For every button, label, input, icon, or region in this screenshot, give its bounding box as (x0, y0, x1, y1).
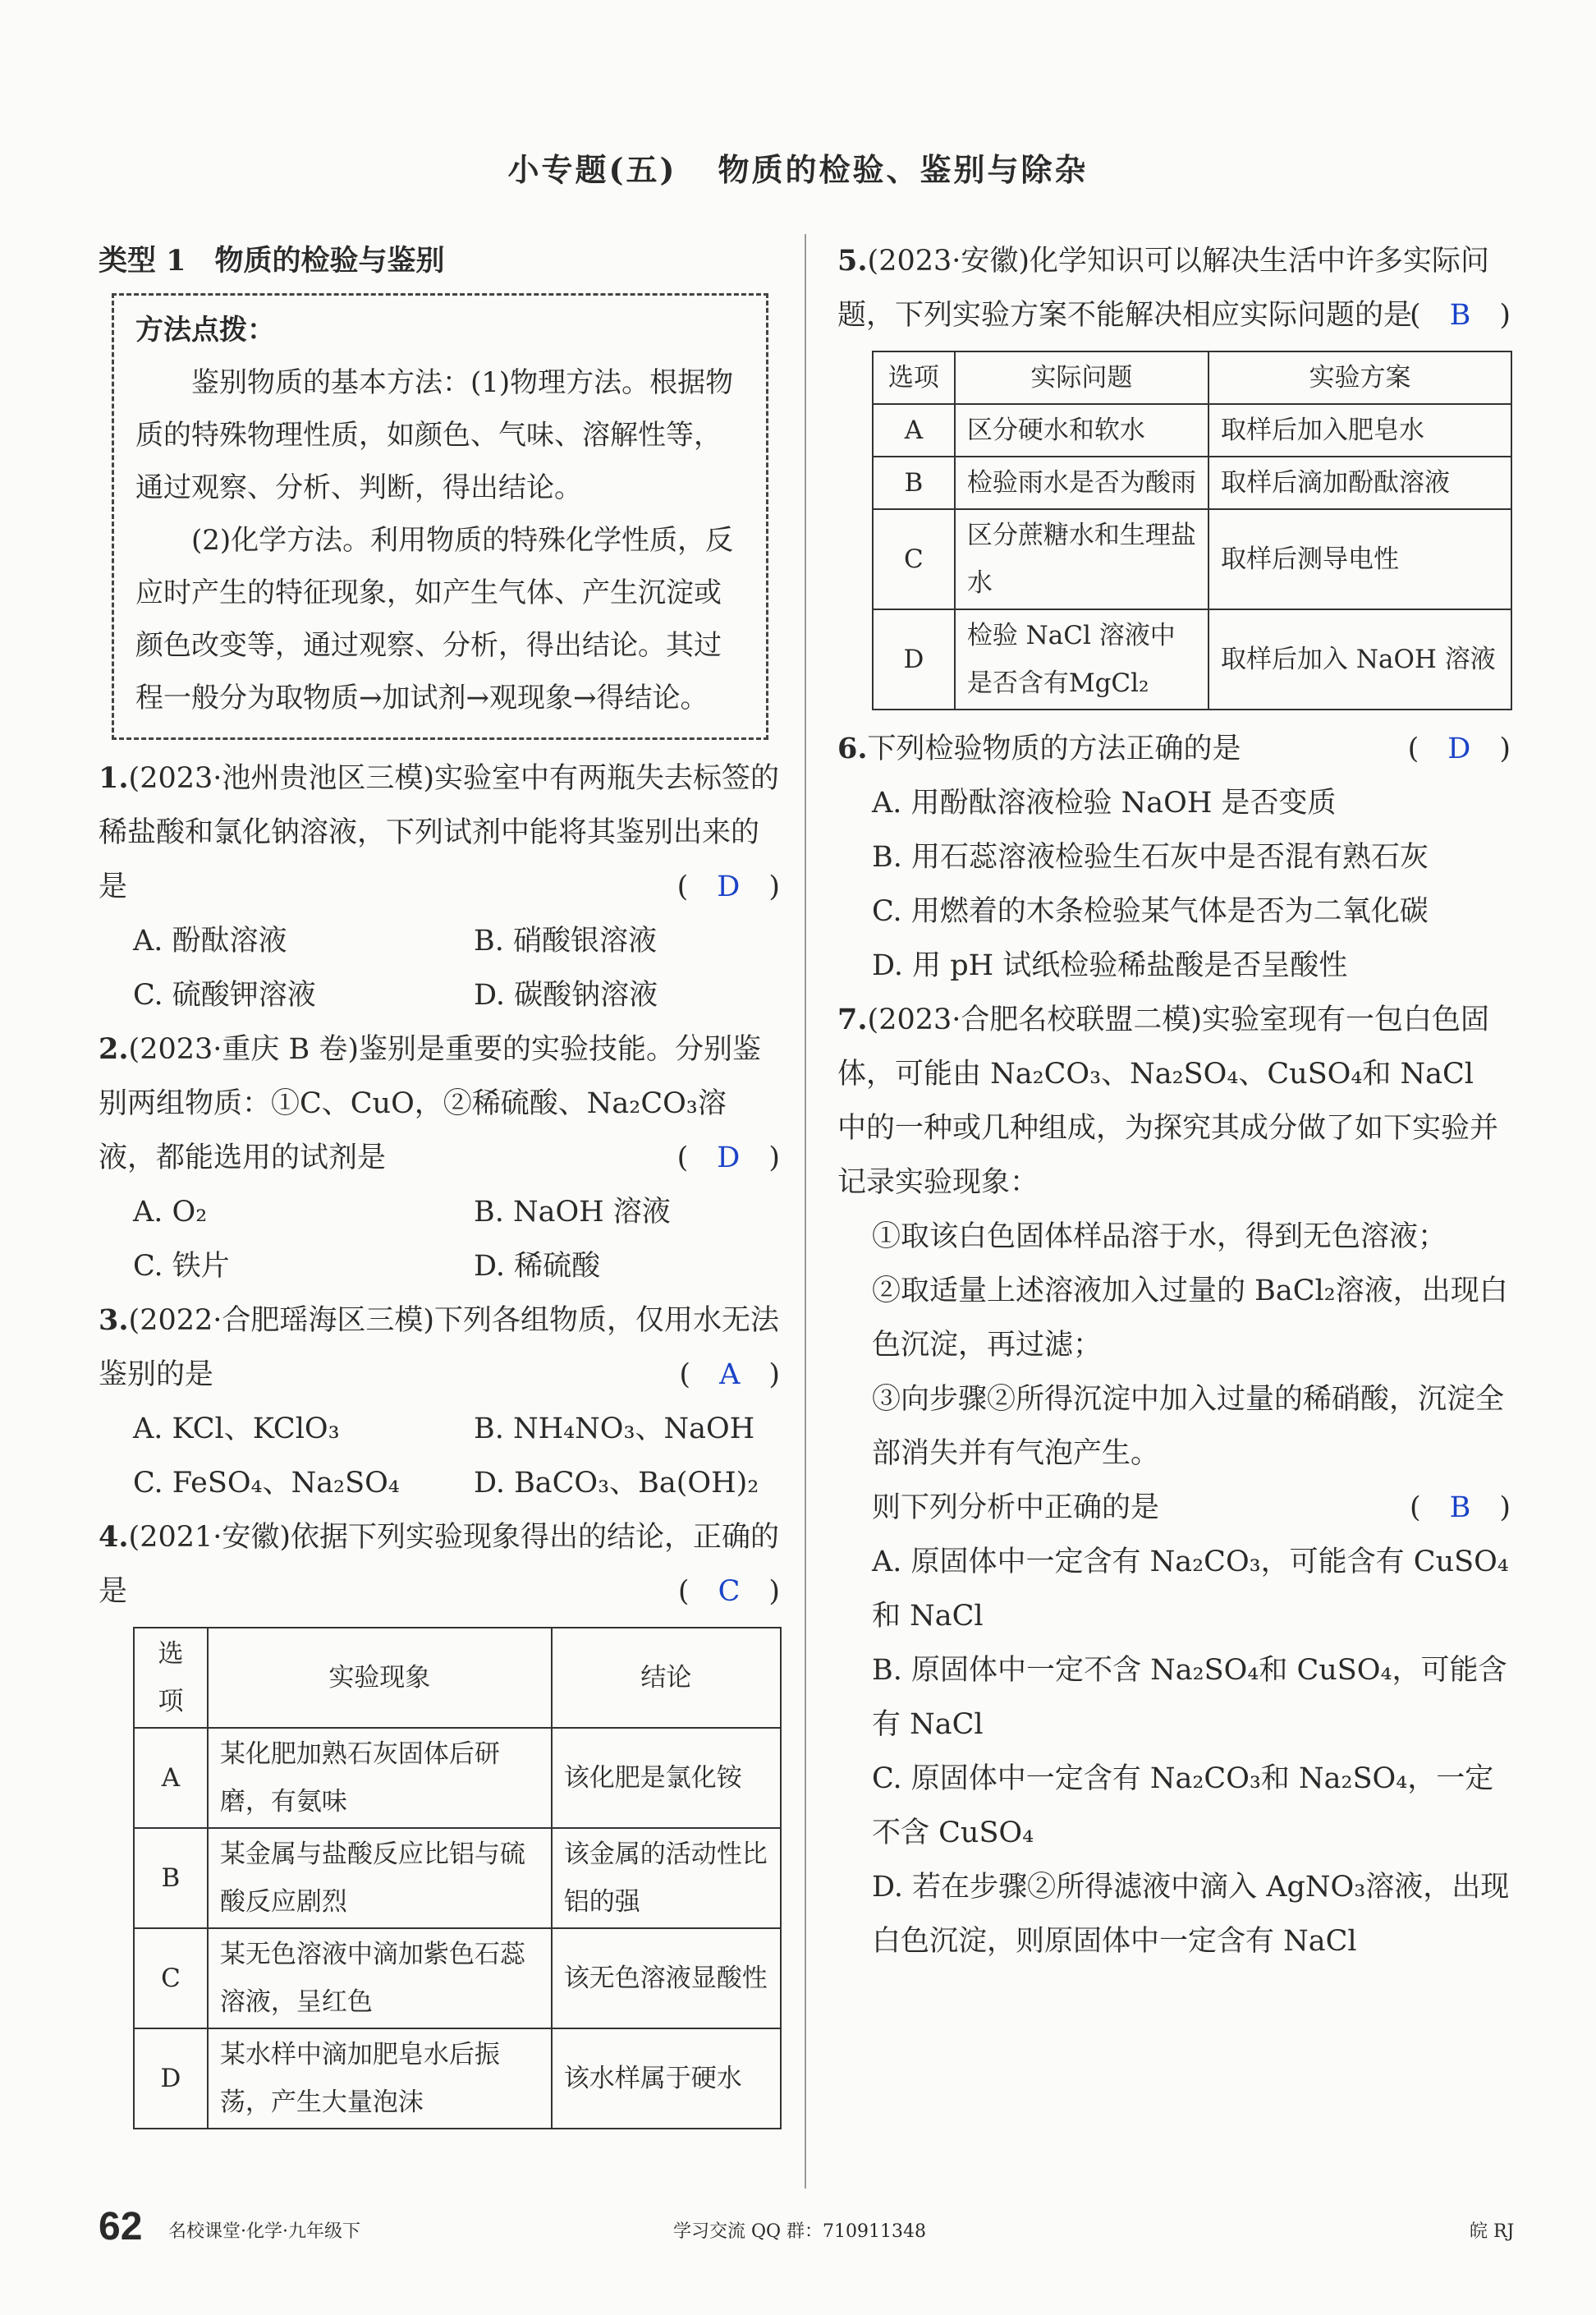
answer-mark: ( D ) (676, 870, 780, 903)
option: D. 稀硫酸 (474, 1250, 601, 1283)
column-divider (805, 234, 806, 2189)
q3-options (99, 1402, 780, 1510)
question-stem: (2021·安徽)依据下列实验现象得出的结论，正确的是 (99, 1521, 780, 1608)
book-name: 名校课堂·化学·九年级下 (168, 2221, 360, 2242)
table-row: A 某化肥加熟石灰固体后研磨，有氨味 该化肥是氯化铵 (134, 1728, 781, 1828)
option: A. O₂ (133, 1196, 208, 1229)
question-6: 6.下列检验物质的方法正确的是 ( D ) (837, 722, 1511, 776)
experiment-step: ③向步骤②所得沉淀中加入过量的稀硝酸，沉淀全部消失并有气泡产生。 (872, 1383, 1505, 1470)
option: A. KCl、KClO₃ (133, 1412, 340, 1445)
option: B. NH₄NO₃、NaOH (474, 1412, 755, 1445)
tip-heading: 方法点拨： (135, 314, 275, 347)
table-row: D 某水样中滴加肥皂水后振荡，产生大量泡沫 该水样属于硬水 (134, 2028, 781, 2129)
option: B. 原固体中一定不含 Na₂SO₄和 CuSO₄，可能含有 NaCl (872, 1654, 1507, 1741)
option: B. 硝酸银溶液 (474, 925, 657, 958)
experiment-step: ②取适量上述溶液加入过量的 BaCl₂溶液，出现白色沉淀，再过滤； (872, 1275, 1508, 1362)
q5-table (872, 351, 1512, 710)
q1-options (99, 914, 780, 1022)
answer-mark: ( B ) (1409, 1491, 1511, 1524)
left-column (99, 234, 780, 2129)
question-stem: (2023·重庆 B 卷)鉴别是重要的实验技能。分别鉴别两组物质：①C、CuO，②稀硫酸、Na₂CO₃溶液，都能选用的试剂是 (99, 1033, 762, 1174)
question-stem: (2023·合肥名校联盟二模)实验室现有一包白色固体，可能由 Na₂CO₃、Na₂SO₄、CuSO₄和 NaCl 中的一种或几种组成，为探究其成分做了如下实验并记录实验现象： (837, 1004, 1499, 1199)
answer-mark: ( A ) (679, 1358, 780, 1391)
q2-options (99, 1185, 780, 1293)
option: B. NaOH 溶液 (474, 1196, 671, 1229)
answer-mark: ( D ) (1407, 733, 1511, 765)
question-3: 3.(2022·合肥瑶海区三模)下列各组物质，仅用水无法鉴别的是 ( A ) (99, 1293, 780, 1402)
question-stem: 下列检验物质的方法正确的是 (867, 733, 1241, 765)
table-header: 选项 (134, 1628, 208, 1728)
table-row: B 检验雨水是否为酸雨 取样后滴加酚酞溶液 (873, 457, 1511, 509)
option: C. 用燃着的木条检验某气体是否为二氧化碳 (872, 895, 1429, 928)
option: D. 碳酸钠溶液 (474, 979, 658, 1012)
table-row: D 检验 NaCl 溶液中是否含有MgCl₂ 取样后加入 NaOH 溶液 (873, 609, 1511, 710)
table-row: B 某金属与盐酸反应比铝与硫酸反应剧烈 该金属的活动性比铝的强 (134, 1828, 781, 1928)
q4-table (133, 1627, 782, 2129)
question-stem: (2022·合肥瑶海区三模)下列各组物质，仅用水无法鉴别的是 (99, 1304, 780, 1391)
option: C. FeSO₄、Na₂SO₄ (133, 1467, 400, 1500)
right-column (837, 234, 1511, 1968)
table-row: C 区分蔗糖水和生理盐水 取样后测导电性 (873, 509, 1511, 609)
table-row: C 某无色溶液中滴加紫色石蕊溶液，呈红色 该无色溶液显酸性 (134, 1928, 781, 2028)
qq-group: 学习交流 QQ 群：710911348 (673, 2221, 927, 2242)
option: D. 若在步骤②所得滤液中滴入 AgNO₃溶液，出现白色沉淀，则原固体中一定含有 NaCl (872, 1871, 1510, 1958)
q7-ask-line: 则下列分析中正确的是 ( B ) (837, 1481, 1511, 1535)
table-header: 实际问题 (955, 351, 1208, 404)
question-stem: (2023·池州贵池区三模)实验室中有两瓶失去标签的稀盐酸和氯化钠溶液，下列试剂中能将其鉴别出来的是 (99, 762, 780, 903)
option: C. 铁片 (133, 1250, 230, 1283)
experiment-step: ①取该白色固体样品溶于水，得到无色溶液； (872, 1220, 1447, 1253)
question-1: 1.(2023·池州贵池区三模)实验室中有两瓶失去标签的稀盐酸和氯化钠溶液，下列试剂中能将其鉴别出来的是 ( D ) (99, 751, 780, 914)
table-header-row (134, 1628, 781, 1728)
table-header: 实验现象 (208, 1628, 552, 1728)
option: A. 原固体中一定含有 Na₂CO₃，可能含有 CuSO₄和 NaCl (872, 1546, 1509, 1633)
answer-mark: ( B ) (1409, 299, 1511, 332)
question-7: 7.(2023·合肥名校联盟二模)实验室现有一包白色固体，可能由 Na₂CO₃、Na₂SO₄、CuSO₄和 NaCl 中的一种或几种组成，为探究其成分做了如下实验并记录实验现象： (837, 1003, 1499, 1199)
option: B. 用石蕊溶液检验生石灰中是否混有熟石灰 (872, 841, 1429, 874)
tip-para-2: (2)化学方法。利用物质的特殊化学性质，反应时产生的特征现象，如产生气体、产生沉淀或颜色改变等，通过观察、分析，得出结论。其过程一般分为取物质→加试剂→观现象→得结论。 (135, 524, 734, 714)
question-2: 2.(2023·重庆 B 卷)鉴别是重要的实验技能。分别鉴别两组物质：①C、CuO，②稀硫酸、Na₂CO₃溶液，都能选用的试剂是 ( D ) (99, 1022, 780, 1185)
page-number: 62 (99, 2205, 143, 2248)
question-5: 5.(2023·安徽)化学知识可以解决生活中许多实际问题，下列实验方案不能解决相应实际问题的是 ( B ) (837, 234, 1511, 342)
method-tip-box (112, 293, 768, 740)
option: C. 硫酸钾溶液 (133, 979, 316, 1012)
option: A. 用酚酞溶液检验 NaOH 是否变质 (872, 787, 1337, 820)
table-header: 结论 (552, 1628, 781, 1728)
table-header: 选项 (873, 351, 955, 404)
table-header-row (873, 351, 1511, 404)
answer-mark: ( C ) (677, 1575, 780, 1608)
option: A. 酚酞溶液 (133, 925, 287, 958)
page-title: 小专题(五) 物质的检验、鉴别与除杂 (507, 151, 1089, 188)
option: D. 用 pH 试纸检验稀盐酸是否呈酸性 (872, 949, 1348, 982)
edition-mark: 皖 RJ (1470, 2221, 1515, 2242)
question-stem: (2023·安徽)化学知识可以解决生活中许多实际问题，下列实验方案不能解决相应实际问题的是 (837, 245, 1490, 332)
answer-mark: ( D ) (676, 1141, 780, 1174)
table-header: 实验方案 (1208, 351, 1511, 404)
option: D. BaCO₃、Ba(OH)₂ (474, 1467, 759, 1500)
table-row: A 区分硬水和软水 取样后加入肥皂水 (873, 404, 1511, 457)
option: C. 原固体中一定含有 Na₂CO₃和 Na₂SO₄，一定不含 CuSO₄ (872, 1762, 1494, 1849)
question-4: 4.(2021·安徽)依据下列实验现象得出的结论，正确的是 ( C ) (99, 1510, 780, 1619)
section-heading: 类型 1 物质的检验与鉴别 (99, 244, 445, 278)
tip-para-1: 鉴别物质的基本方法：(1)物理方法。根据物质的特殊物理性质，如颜色、气味、溶解性等，通过观察、分析、判断，得出结论。 (135, 366, 734, 504)
